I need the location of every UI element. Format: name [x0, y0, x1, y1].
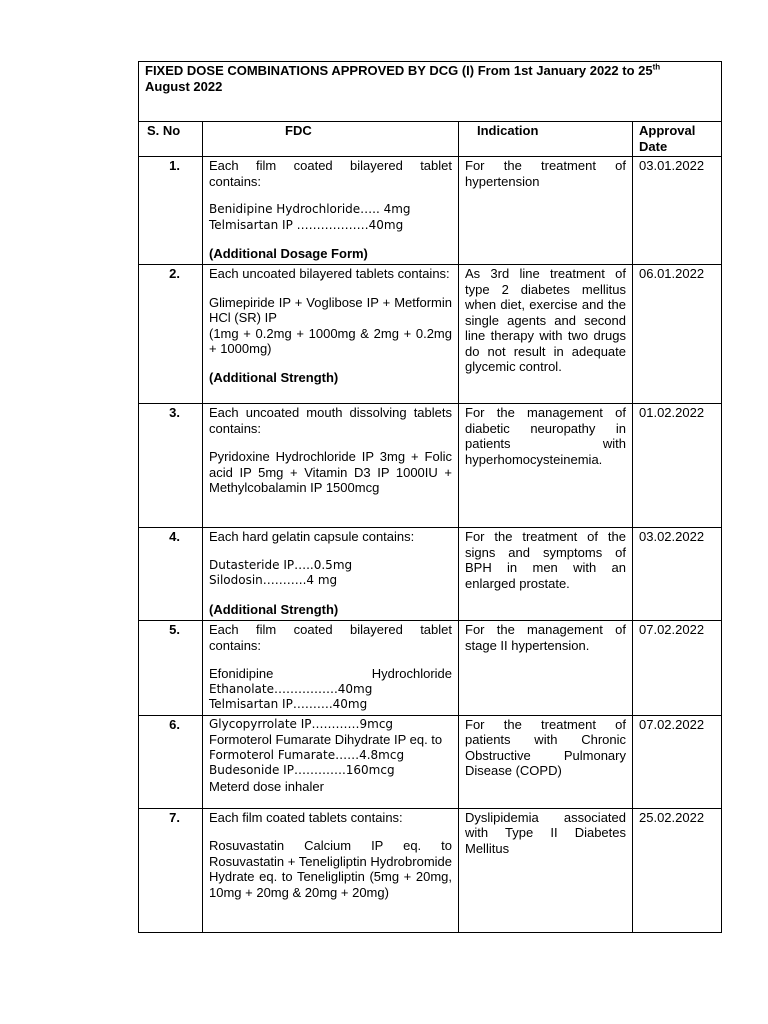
fdc-composition: Rosuvastatin Calcium IP eq. to Rosuvastatin + Teneligliptin Hydrobromide Hydrate eq. to Teneligliptin (5mg + 20mg, 10mg + 20mg & 20mg + 20mg): [209, 838, 452, 900]
header-sno-label: S. No: [147, 123, 181, 138]
ingredient-line: Glycopyrrolate IP…………9mcg: [209, 716, 394, 731]
header-fdc: [203, 122, 459, 157]
table-row: [139, 157, 722, 265]
ingredient-word: Hydrochloride: [371, 666, 452, 681]
fdc-strength: (1mg + 0.2mg + 1000mg & 2mg + 0.2mg + 1000mg): [209, 325, 452, 356]
fdc-intro: Each film coated bilayered tablet contains:: [209, 158, 452, 189]
indication-cell: For the treatment of the signs and symptoms of BPH in men with an enlarged prostate.: [459, 528, 633, 621]
ingredient-line: Ethanolate…………….40mg: [209, 681, 373, 696]
fdc-cell: [203, 265, 459, 404]
fdc-cell: [203, 404, 459, 528]
table-row: [139, 528, 722, 621]
table-row: [139, 715, 722, 808]
header-indication: [459, 122, 633, 157]
header-approval-date-label: Approval Date: [639, 123, 696, 154]
header-fdc-label: FDC: [285, 123, 312, 138]
fdc-cell: [203, 528, 459, 621]
ingredient-line: Telmisartan IP ………………40mg: [209, 217, 404, 232]
fdc-approvals-table: [138, 61, 722, 933]
fdc-note: (Additional Strength): [209, 601, 339, 617]
indication-cell: For the management of stage II hypertension.: [459, 621, 633, 716]
ingredient-line: Telmisartan IP……….40mg: [209, 697, 368, 711]
approval-date: 07.02.2022: [633, 715, 722, 808]
fdc-intro: Each uncoated mouth dissolving tablets contains:: [209, 405, 452, 436]
ingredient-line: Budesonide IP………….160mcg: [209, 763, 395, 777]
ingredient-line: Benidipine Hydrochloride….. 4mg: [209, 202, 411, 216]
fdc-cell: [203, 808, 459, 932]
title-superscript: th: [652, 62, 661, 72]
title-row: [139, 62, 722, 122]
header-row: [139, 122, 722, 157]
table-row: [139, 621, 722, 716]
ingredient-line: Silodosin………..4 mg: [209, 573, 338, 587]
fdc-intro: Each film coated tablets contains:: [209, 809, 403, 825]
ingredient-name-line: [209, 666, 452, 682]
table-row: [139, 808, 722, 932]
approval-date: 03.02.2022: [633, 528, 722, 621]
approval-date: 06.01.2022: [633, 265, 722, 404]
ingredient-word: Efonidipine: [209, 666, 274, 681]
indication-cell: For the management of diabetic neuropathy in patients with hyperhomocysteinemia.: [459, 404, 633, 528]
approval-date: 25.02.2022: [633, 808, 722, 932]
indication-cell: Dyslipidemia associated with Type II Diabetes Mellitus: [459, 808, 633, 932]
ingredient-line: Formoterol Fumarate Dihydrate IP eq. to: [209, 732, 443, 747]
title-text-end: August 2022: [145, 78, 223, 94]
approval-date: 07.02.2022: [633, 621, 722, 716]
header-sno: [139, 122, 203, 157]
header-approval-date: [633, 122, 722, 157]
approval-date: 01.02.2022: [633, 404, 722, 528]
row-number: 1.: [139, 157, 203, 265]
approval-date: 03.01.2022: [633, 157, 722, 265]
title-text: FIXED DOSE COMBINATIONS APPROVED BY DCG (I) From 1st January 2022 to 25: [145, 63, 653, 78]
fdc-note: (Additional Strength): [209, 369, 339, 385]
fdc-cell: [203, 157, 459, 265]
row-number: 4.: [139, 528, 203, 621]
header-indication-label: Indication: [477, 123, 539, 138]
fdc-note: (Additional Dosage Form): [209, 246, 368, 261]
fdc-intro: Each uncoated bilayered tablets contains:: [209, 266, 450, 281]
table-row: [139, 265, 722, 404]
fdc-intro: Each hard gelatin capsule contains:: [209, 529, 415, 544]
row-number: 3.: [139, 404, 203, 528]
indication-cell: For the treatment of patients with Chronic Obstructive Pulmonary Disease (COPD): [459, 715, 633, 808]
table-row: [139, 404, 722, 528]
fdc-composition: Pyridoxine Hydrochloride IP 3mg + Folic acid IP 5mg + Vitamin D3 IP 1000IU + Methylcobalamin IP 1500mcg: [209, 449, 452, 495]
indication-cell: As 3rd line treatment of type 2 diabetes mellitus when diet, exercise and the single agents and second line therapy with two drugs do not result in adequate glycemic control.: [459, 265, 633, 404]
row-number: 7.: [139, 808, 203, 932]
row-number: 6.: [139, 715, 203, 808]
fdc-composition: Glimepiride IP + Voglibose IP + Metformin HCl (SR) IP: [209, 294, 452, 325]
ingredient-line: Formoterol Fumarate……4.8mcg: [209, 747, 405, 762]
row-number: 5.: [139, 621, 203, 716]
indication-cell: For the treatment of hypertension: [459, 157, 633, 265]
dosage-form: Meterd dose inhaler: [209, 778, 324, 794]
fdc-intro: Each film coated bilayered tablet contains:: [209, 622, 452, 653]
row-number: 2.: [139, 265, 203, 404]
fdc-cell: [203, 621, 459, 716]
fdc-cell: [203, 715, 459, 808]
ingredient-line: Dutasteride IP…..0.5mg: [209, 557, 353, 572]
document-title: [139, 62, 722, 122]
